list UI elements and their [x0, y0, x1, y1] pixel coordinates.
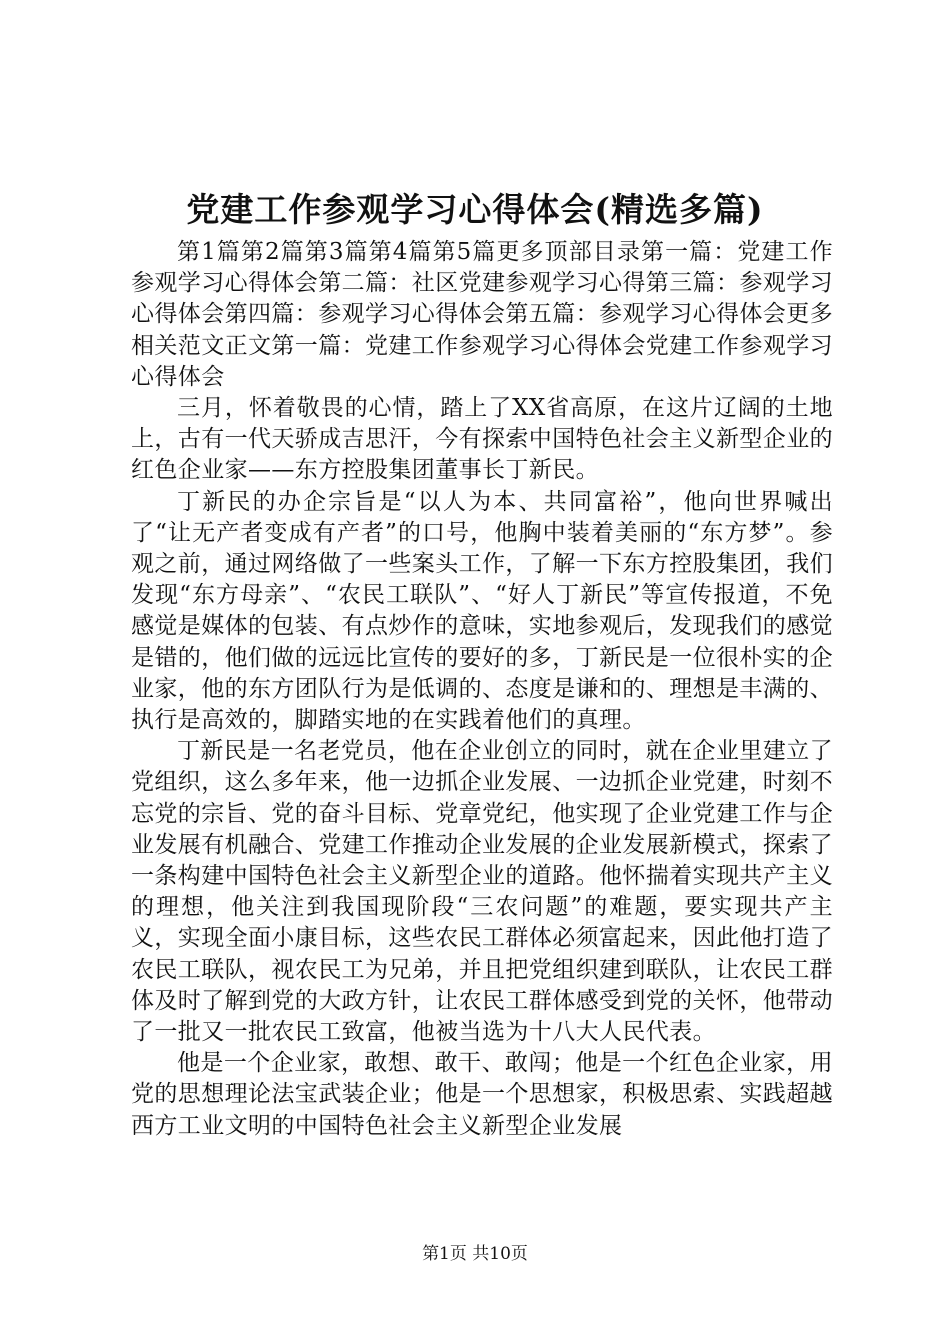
document-title: 党建工作参观学习心得体会(精选多篇): [186, 190, 764, 229]
document-body: [131, 237, 833, 1142]
paragraph-intro: 三月，怀着敬畏的心情，踏上了XX省高原，在这片辽阔的土地上，古有一代天骄成吉思汗，今有探索中国特色社会主义新型企业的红色企业家——东方控股集团董事长丁新民。: [131, 395, 833, 484]
paragraph-toc: 第1篇第2篇第3篇第4篇第5篇更多顶部目录第一篇：党建工作参观学习心得体会第二篇：社区党建参观学习心得第三篇：参观学习心得体会第四篇：参观学习心得体会第五篇：参观学习心得体会更多相关范文正文第一篇：党建工作参观学习心得体会党建工作参观学习心得体会: [131, 239, 833, 390]
paragraph-entrepreneur: 他是一个企业家，敢想、敢干、敢闯；他是一个红色企业家，用党的思想理论法宝武装企业；他是一个思想家，积极思索、实践超越西方工业文明的中国特色社会主义新型企业发展: [131, 1050, 833, 1139]
paragraph-party-member: 丁新民是一名老党员，他在企业创立的同时，就在企业里建立了党组织，这么多年来，他一边抓企业发展、一边抓企业党建，时刻不忘党的宗旨、党的奋斗目标、党章党纪，他实现了企业党建工作与企业发展有机融合、党建工作推动企业发展的企业发展新模式，探索了一条构建中国特色社会主义新型企业的道路。他怀揣着实现共产主义的理想，他关注到我国现阶段“三农问题”的难题，要实现共产主义，实现全面小康目标，这些农民工群体必须富起来，因此他打造了农民工联队，视农民工为兄弟，并且把党组织建到联队，让农民工群体及时了解到党的大政方针，让农民工群体感受到党的关怀，他带动了一批又一批农民工致富，他被当选为十八大人民代表。: [131, 738, 833, 1046]
page-number-footer: 第1页 共10页: [422, 1244, 528, 1264]
paragraph-purpose: 丁新民的办企宗旨是“以人为本、共同富裕”，他向世界喊出了“让无产者变成有产者”的口号，他胸中装着美丽的“东方梦”。参观之前，通过网络做了一些案头工作，了解一下东方控股集团，我们发现“东方母亲”、“农民工联队”、“好人丁新民”等宣传报道，不免感觉是媒体的包装、有点炒作的意味，实地参观后，发现我们的感觉是错的，他们做的远远比宣传的要好的多，丁新民是一位很朴实的企业家，他的东方团队行为是低调的、态度是谦和的、理想是丰满的、执行是高效的，脚踏实地的在实践着他们的真理。: [131, 488, 833, 734]
